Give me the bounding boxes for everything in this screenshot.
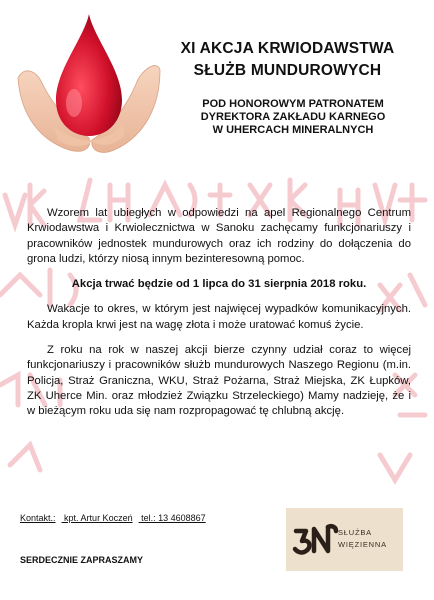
title-line-1: XI AKCJA KRWIODAWSTWA: [180, 40, 395, 57]
contact-person: kpt. Artur Koczeń: [64, 513, 133, 523]
subtitle-line-1: POD HONOROWYM PATRONATEM: [202, 98, 384, 110]
patronage-subtitle: [168, 98, 418, 137]
intro-paragraph: Wzorem lat ubiegłych w odpowiedzi na apel Regionalnego Centrum Krwiodawstwa i Krwiolecznictwa w Sanoku zachęcamy funkcjonariuszy i pracowników jednostek mundurowych oraz ich rodziny do dołączenia do grona ludzi, którzy niosą innym bezinteresowną pomoc.: [27, 207, 411, 265]
event-title: [150, 38, 425, 82]
contact-label: Kontakt.:: [20, 513, 56, 523]
logo-line-2: WIĘZIENNA: [338, 540, 387, 549]
body-text: [27, 206, 411, 430]
sluzba-wiezienna-logo: [286, 508, 403, 571]
contact-line: [20, 513, 212, 523]
subtitle-line-2: DYREKTORA ZAKŁADU KARNEGO: [200, 111, 386, 123]
holiday-paragraph: Wakacje to okres, w którym jest najwięcej wypadków komunikacyjnych. Każda kropla krwi jest na wagę złota i może uratować komuś życie.: [27, 303, 411, 331]
contact-phone[interactable]: tel.: 13 4608867: [141, 513, 206, 523]
date-highlight: Akcja trwać będzie od 1 lipca do 31 sierpnia 2018 roku.: [71, 278, 367, 291]
subtitle-line-3: W UHERCACH MINERALNYCH: [212, 124, 374, 136]
title-line-2: SŁUŻB MUNDUROWYCH: [193, 62, 382, 79]
prison-service-emblem-icon: [290, 515, 340, 565]
participants-paragraph: Z roku na rok w naszej akcji bierze czynny udział coraz to więcej funkcjonariuszy i pracowników służb mundurowych Naszego Regionu (m.in. Policja, Straż Graniczna, WKU, Straż Pożarna, Straż Miejska, ZK Łupków, ZK Uherce Min. oraz młodzież Związku Strzeleckiego) Mamy nadzieję, że i w bieżącym roku uda się nam rozpropagować tę chlubną akcję.: [27, 344, 411, 418]
logo-line-1: SŁUŻBA: [338, 528, 372, 537]
hands-blood-drop-image: [14, 8, 164, 158]
closing-invitation: SERDECZNIE ZAPRASZAMY: [20, 555, 144, 565]
